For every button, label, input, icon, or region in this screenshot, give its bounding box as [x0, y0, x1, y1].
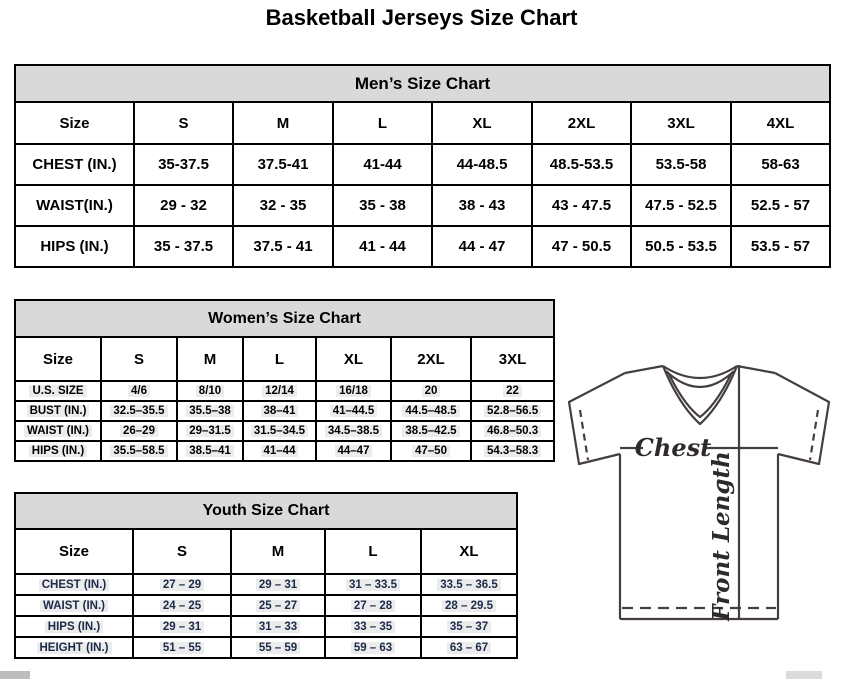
youth-size-chart-table — [14, 492, 518, 659]
row-label: CHEST (IN.) — [15, 574, 133, 595]
table-row — [15, 574, 517, 595]
size-column-header: L — [243, 337, 316, 381]
size-value-cell: 63 – 67 — [421, 637, 517, 658]
size-header-label: Size — [15, 337, 101, 381]
table-row — [15, 595, 517, 616]
row-label: HIPS (IN.) — [15, 441, 101, 461]
size-value-cell: 38 - 43 — [432, 185, 532, 226]
size-header-label: Size — [15, 529, 133, 574]
size-column-header: 4XL — [731, 102, 830, 144]
size-column-header: 2XL — [391, 337, 471, 381]
table-title: Youth Size Chart — [15, 493, 517, 529]
size-value-cell: 44 - 47 — [432, 226, 532, 267]
size-value-cell: 47 - 50.5 — [532, 226, 631, 267]
size-value-cell: 29–31.5 — [177, 421, 243, 441]
size-value-cell: 59 – 63 — [325, 637, 421, 658]
size-value-cell: 37.5-41 — [233, 144, 333, 185]
size-value-cell: 38.5–42.5 — [391, 421, 471, 441]
table-row — [15, 381, 554, 401]
size-value-cell: 33 – 35 — [325, 616, 421, 637]
row-label: CHEST (IN.) — [15, 144, 134, 185]
size-value-cell: 41–44.5 — [316, 401, 391, 421]
size-value-cell: 35.5–58.5 — [101, 441, 177, 461]
size-value-cell: 29 – 31 — [231, 574, 325, 595]
size-column-header: S — [134, 102, 233, 144]
size-value-cell: 50.5 - 53.5 — [631, 226, 731, 267]
size-value-cell: 41–44 — [243, 441, 316, 461]
size-value-cell: 32.5–35.5 — [101, 401, 177, 421]
size-column-header: S — [101, 337, 177, 381]
size-column-header: L — [333, 102, 432, 144]
page-title: Basketball Jerseys Size Chart — [265, 5, 578, 30]
size-value-cell: 37.5 - 41 — [233, 226, 333, 267]
table-row — [15, 637, 517, 658]
table-row — [15, 185, 830, 226]
table-row — [15, 226, 830, 267]
size-column-header: L — [325, 529, 421, 574]
size-value-cell: 44.5–48.5 — [391, 401, 471, 421]
jersey-right-sleeve-outline — [775, 373, 829, 464]
size-value-cell: 48.5-53.5 — [532, 144, 631, 185]
row-label: U.S. SIZE — [15, 381, 101, 401]
size-value-cell: 54.3–58.3 — [471, 441, 554, 461]
size-value-cell: 53.5 - 57 — [731, 226, 830, 267]
size-value-cell: 55 – 59 — [231, 637, 325, 658]
table-title: Men’s Size Chart — [15, 65, 830, 102]
size-value-cell: 29 - 32 — [134, 185, 233, 226]
size-value-cell: 34.5–38.5 — [316, 421, 391, 441]
size-column-header: M — [177, 337, 243, 381]
size-value-cell: 38–41 — [243, 401, 316, 421]
row-label: WAIST (IN.) — [15, 421, 101, 441]
row-label: WAIST(IN.) — [15, 185, 134, 226]
size-value-cell: 41 - 44 — [333, 226, 432, 267]
row-label: WAIST (IN.) — [15, 595, 133, 616]
size-value-cell: 31.5–34.5 — [243, 421, 316, 441]
size-value-cell: 51 – 55 — [133, 637, 231, 658]
jersey-measurement-diagram — [563, 360, 835, 627]
size-value-cell: 35.5–38 — [177, 401, 243, 421]
size-column-header: XL — [421, 529, 517, 574]
front-length-label: Front Length — [708, 451, 735, 621]
size-column-header: 2XL — [532, 102, 631, 144]
table-row — [15, 144, 830, 185]
size-value-cell: 38.5–41 — [177, 441, 243, 461]
size-column-header: XL — [316, 337, 391, 381]
jersey-collar-band-top — [663, 366, 737, 378]
size-value-cell: 8/10 — [177, 381, 243, 401]
womens-size-chart-table — [14, 299, 555, 462]
size-value-cell: 47.5 - 52.5 — [631, 185, 731, 226]
size-value-cell: 53.5-58 — [631, 144, 731, 185]
jersey-left-shoulder-line — [625, 366, 663, 373]
size-value-cell: 33.5 – 36.5 — [421, 574, 517, 595]
size-value-cell: 58-63 — [731, 144, 830, 185]
size-header-label: Size — [15, 102, 134, 144]
size-value-cell: 35 – 37 — [421, 616, 517, 637]
jersey-left-sleeve-outline — [569, 373, 625, 464]
table-row — [15, 441, 554, 461]
size-value-cell: 22 — [471, 381, 554, 401]
jersey-left-cuff-dashed-line — [580, 410, 588, 460]
row-label: HIPS (IN.) — [15, 616, 133, 637]
size-value-cell: 35 - 38 — [333, 185, 432, 226]
size-column-header: M — [231, 529, 325, 574]
size-value-cell: 16/18 — [316, 381, 391, 401]
size-value-cell: 44-48.5 — [432, 144, 532, 185]
size-column-header: S — [133, 529, 231, 574]
row-label: HEIGHT (IN.) — [15, 637, 133, 658]
size-value-cell: 31 – 33.5 — [325, 574, 421, 595]
table-row — [15, 616, 517, 637]
size-value-cell: 46.8–50.3 — [471, 421, 554, 441]
table-row — [15, 421, 554, 441]
mens-size-chart-table — [14, 64, 831, 268]
row-label: BUST (IN.) — [15, 401, 101, 421]
size-value-cell: 29 – 31 — [133, 616, 231, 637]
chest-label: Chest — [634, 433, 712, 462]
size-value-cell: 27 – 28 — [325, 595, 421, 616]
size-value-cell: 12/14 — [243, 381, 316, 401]
size-column-header: XL — [432, 102, 532, 144]
size-value-cell: 31 – 33 — [231, 616, 325, 637]
size-value-cell: 52.5 - 57 — [731, 185, 830, 226]
jersey-right-cuff-dashed-line — [810, 410, 818, 460]
size-value-cell: 4/6 — [101, 381, 177, 401]
jersey-vneck-outline — [663, 366, 737, 424]
size-column-header: 3XL — [471, 337, 554, 381]
bottom-right-gray-block — [786, 671, 822, 679]
size-value-cell: 26–29 — [101, 421, 177, 441]
size-value-cell: 25 – 27 — [231, 595, 325, 616]
size-value-cell: 41-44 — [333, 144, 432, 185]
jersey-right-shoulder-line — [737, 366, 775, 373]
size-value-cell: 32 - 35 — [233, 185, 333, 226]
size-value-cell: 27 – 29 — [133, 574, 231, 595]
size-column-header: 3XL — [631, 102, 731, 144]
size-value-cell: 35 - 37.5 — [134, 226, 233, 267]
size-value-cell: 28 – 29.5 — [421, 595, 517, 616]
table-row — [15, 401, 554, 421]
size-value-cell: 24 – 25 — [133, 595, 231, 616]
size-value-cell: 44–47 — [316, 441, 391, 461]
size-value-cell: 52.8–56.5 — [471, 401, 554, 421]
size-value-cell: 35-37.5 — [134, 144, 233, 185]
table-title: Women’s Size Chart — [15, 300, 554, 337]
bottom-left-gray-block — [0, 671, 30, 679]
size-value-cell: 47–50 — [391, 441, 471, 461]
size-value-cell: 20 — [391, 381, 471, 401]
row-label: HIPS (IN.) — [15, 226, 134, 267]
size-column-header: M — [233, 102, 333, 144]
size-value-cell: 43 - 47.5 — [532, 185, 631, 226]
